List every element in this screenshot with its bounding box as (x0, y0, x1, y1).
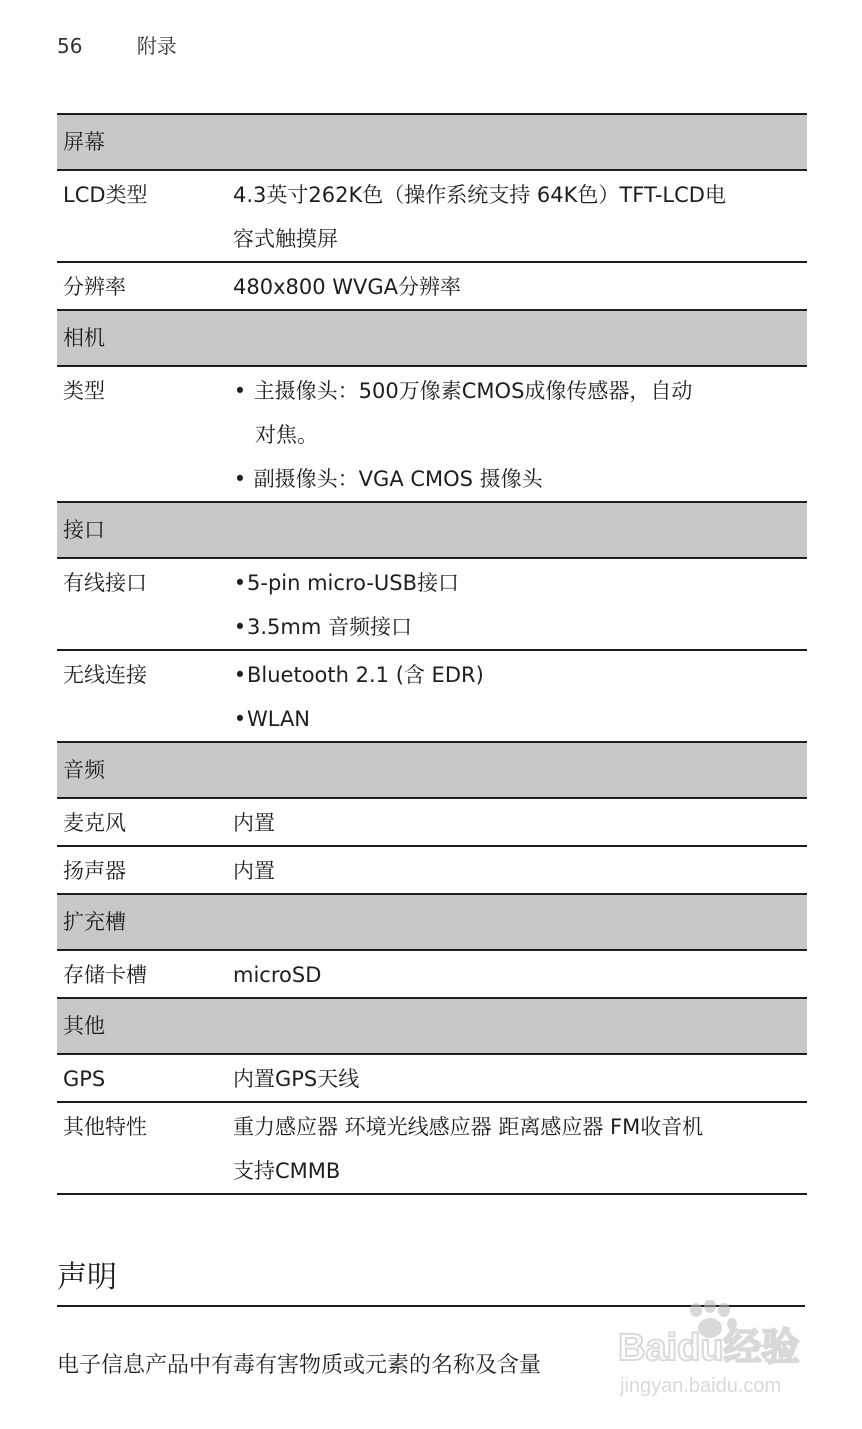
page-number: 56 (57, 34, 83, 58)
spec-value-line: 4.3英寸262K色（操作系统支持 64K色）TFT-LCD电 (233, 183, 726, 207)
spec-key: LCD类型 (63, 183, 148, 207)
spec-row-features (57, 1103, 807, 1195)
spec-value: 内置 (233, 811, 275, 835)
spec-row-wired (57, 559, 807, 651)
spec-row-wireless (57, 651, 807, 743)
spec-value: 内置GPS天线 (233, 1067, 360, 1091)
watermark-url: jingyan.baidu.com (620, 1375, 782, 1397)
bullet-continuation: 对焦。 (255, 423, 318, 447)
bullet-dot-icon: • (233, 379, 247, 403)
spec-row-card (57, 951, 807, 999)
category-camera: 相机 (57, 311, 807, 367)
bullet-item: •Bluetooth 2.1 (含 EDR) (233, 653, 803, 697)
bullet-dot-icon: • (233, 571, 247, 595)
bullet-dot-icon: • (233, 467, 247, 491)
category-expansion: 扩充槽 (57, 895, 807, 951)
category-ports: 接口 (57, 503, 807, 559)
spec-key: 类型 (63, 379, 105, 403)
spec-row-resolution (57, 263, 807, 311)
category-audio: 音频 (57, 743, 807, 799)
page-header (57, 30, 177, 59)
spec-key: 其他特性 (63, 1115, 147, 1139)
section-label: 附录 (136, 34, 177, 58)
statement-title: 声明 (57, 1260, 117, 1295)
spec-key: 存储卡槽 (63, 963, 147, 987)
spec-key: 无线连接 (63, 663, 147, 687)
bullet-item: •WLAN (233, 697, 803, 741)
spec-value (233, 367, 807, 501)
spec-value (233, 559, 807, 649)
spec-table (57, 113, 807, 1195)
bullet-item: •5-pin micro-USB接口 (233, 561, 803, 605)
bullet-dot-icon: • (233, 663, 247, 687)
spec-key: 有线接口 (63, 571, 147, 595)
category-screen: 屏幕 (57, 115, 807, 171)
bullet-item: • 主摄像头：500万像素CMOS成像传感器，自动 (233, 369, 803, 413)
spec-key: GPS (63, 1067, 106, 1091)
bullet-dot-icon: • (233, 615, 247, 639)
bullet-dot-icon: • (233, 707, 247, 731)
spec-row-mic (57, 799, 807, 847)
bullet-item: •3.5mm 音频接口 (233, 605, 803, 649)
watermark-brand: Baidu经验 (618, 1327, 800, 1369)
baidu-watermark-logo (610, 1300, 810, 1400)
category-other: 其他 (57, 999, 807, 1055)
spec-key: 扬声器 (63, 859, 126, 883)
spec-key: 分辨率 (63, 275, 126, 299)
spec-value (233, 1103, 807, 1193)
spec-row-camera-type (57, 367, 807, 503)
statement-paragraph: 电子信息产品中有毒有害物质或元素的名称及含量 (57, 1353, 542, 1378)
bullet-item: • 副摄像头：VGA CMOS 摄像头 (233, 457, 803, 501)
spec-row-lcd (57, 171, 807, 263)
spec-value: microSD (233, 963, 322, 987)
spec-value: 480x800 WVGA分辨率 (233, 275, 462, 299)
spec-value: 内置 (233, 859, 275, 883)
spec-value (233, 651, 807, 741)
spec-value-line: 支持CMMB (233, 1159, 341, 1183)
spec-row-gps (57, 1055, 807, 1103)
spec-row-speaker (57, 847, 807, 895)
spec-key: 麦克风 (63, 811, 126, 835)
spec-value-line: 容式触摸屏 (233, 227, 338, 251)
spec-value-line: 重力感应器 环境光线感应器 距离感应器 FM收音机 (233, 1115, 704, 1139)
spec-value (233, 171, 807, 261)
